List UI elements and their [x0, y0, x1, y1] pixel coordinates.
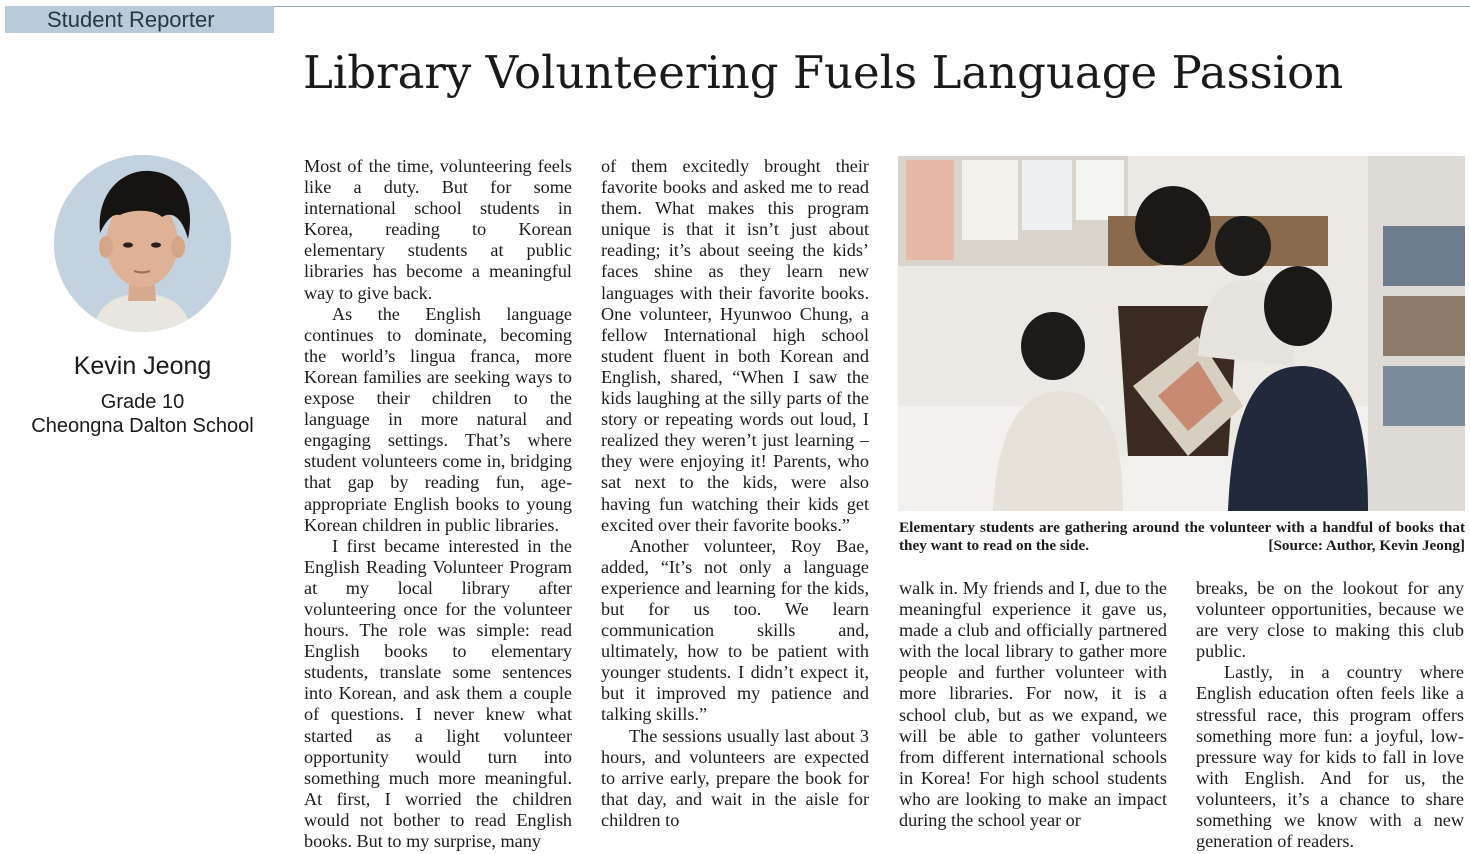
paragraph: Another volunteer, Roy Bae, added, “It’s not only a language experience and learning for the kids, but for us too. We learn communication skills and, ultimately, how to be patient with younger students. I didn’t expect it, but it improved my patience and talking skills.”	[601, 535, 869, 725]
paragraph: As the English language continues to dominate, becoming the world’s lingua franca, more Korean families are seeking ways to expose their children to the language in more natural and engaging settings. That’s where student volunteers come in, bridging that gap by reading fun, age-appropriate English books to young Korean children in public libraries.	[304, 303, 572, 535]
headline: Library Volunteering Fuels Language Passion	[303, 46, 1344, 99]
article-photo	[898, 156, 1465, 511]
top-rule	[274, 6, 1470, 7]
section-label: Student Reporter	[5, 6, 274, 33]
photo-source: [Source: Author, Kevin Jeong]	[1268, 537, 1465, 554]
article-column-1	[304, 156, 572, 854]
photo-caption	[899, 519, 1465, 555]
paragraph: walk in. My friends and I, due to the meaningful experience it gave us, made a club and officially partnered with the local library to gather more people and further volunteer with more libraries. For now, it is a school club, but as we expand, we will be able to gather volunteers from different international schools in Korea! For high school students who are looking to make an impact during the school year or	[899, 578, 1167, 831]
article-column-2	[601, 156, 869, 854]
paragraph: The sessions usually last about 3 hours, and volunteers are expected to arrive early, prepare the book for that day, and wait in the aisle for children to	[601, 725, 869, 830]
library-scene-icon	[898, 156, 1465, 511]
paragraph: I first became interested in the English Reading Volunteer Program at my local library after volunteering once for the volunteer hours. The role was simple: read English books to elementary students, translate some sentences into Korean, and ask them a couple of questions. I never knew what started as a light volunteer opportunity would turn into something much more meaningful. At first, I worried the children would not bother to read English books. But to my surprise, many	[304, 535, 572, 851]
author-avatar	[54, 155, 231, 332]
paragraph: Lastly, in a country where English education often feels like a stressful race, this program offers something more fun: a joyful, low-pressure way for kids to fall in love with English. And for us, the volunteers, it’s a chance to share something we know with a new generation of readers.	[1196, 662, 1464, 852]
paragraph: Most of the time, volunteering feels like a duty. But for some international school students in Korea, reading to Korean elementary students at public libraries has become a meaningful way to give back.	[304, 156, 572, 303]
paragraph: of them excitedly brought their favorite books and asked me to read them. What makes this program unique is that it isn’t just about reading; it’s about seeing the kids’ faces shine as they learn new languages with their favorite books. One volunteer, Hyunwoo Chung, a fellow International high school student fluent in both Korean and English, shared, “When I saw the kids laughing at the silly parts of the story or repeating words out loud, I realized they weren’t just learning – they were enjoying it! Parents, who sat next to the kids, were also having fun watching their kids get excited over their favorite books.”	[601, 156, 869, 535]
paragraph: breaks, be on the lookout for any volunteer opportunities, because we are very close to making this club public.	[1196, 578, 1464, 662]
caption-text: Elementary students are gathering around the volunteer with a handful of books that they want to read on the side.	[899, 519, 1465, 554]
author-grade: Grade 10	[100, 391, 185, 413]
article-column-4	[1196, 578, 1464, 854]
article-column-3	[899, 578, 1167, 854]
author-school: Cheongna Dalton School	[31, 415, 254, 437]
author-portrait-icon	[54, 155, 231, 332]
author-name: Kevin Jeong	[73, 352, 212, 380]
